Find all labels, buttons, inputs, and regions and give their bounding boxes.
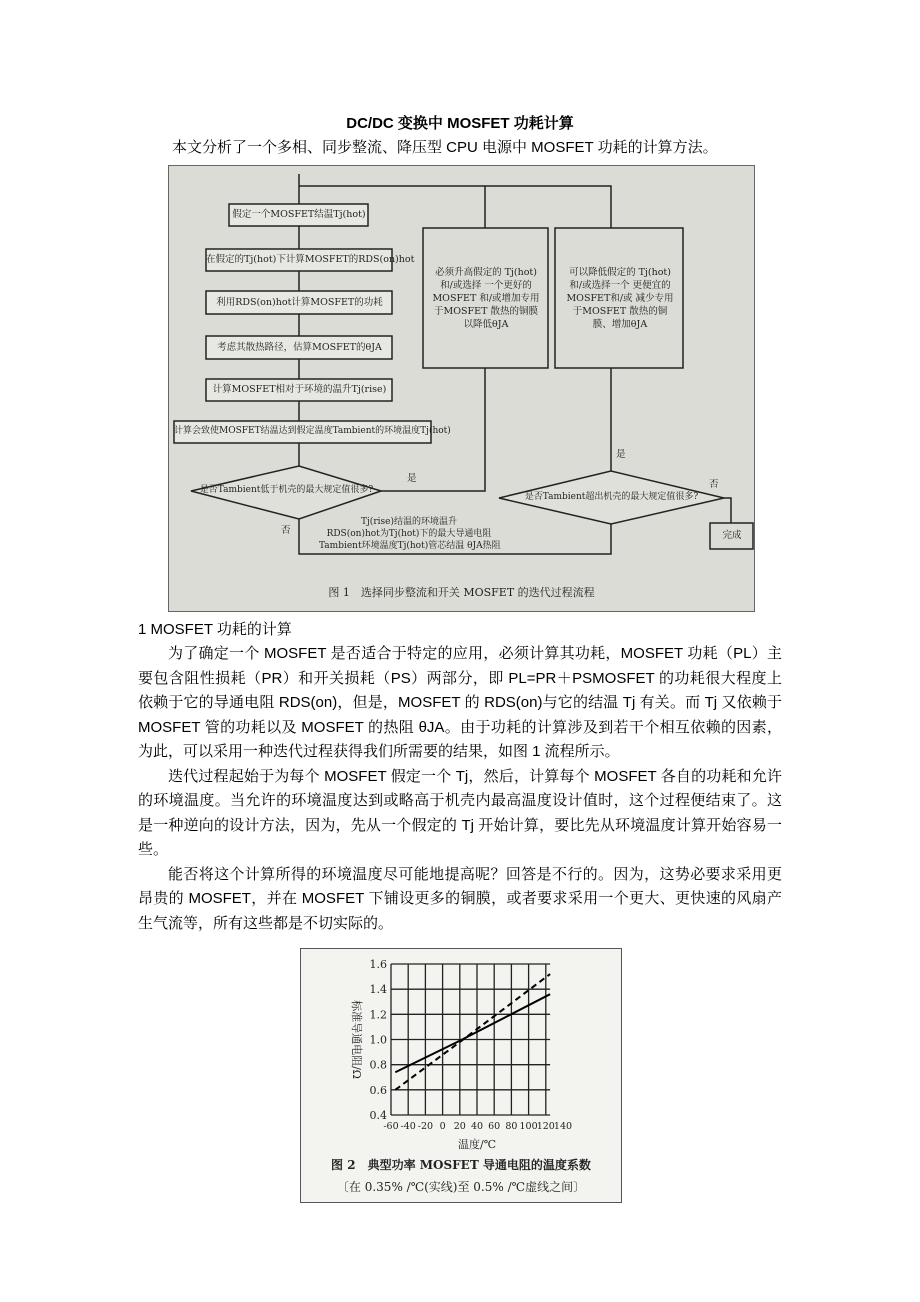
flow-notes — [319, 516, 499, 552]
flow-note: Tj(rise)结温的环境温升 — [361, 517, 457, 527]
chart-caption-note: 〔在 0.35% /℃(实线)至 0.5% /℃虚线之间〕 — [336, 1180, 586, 1194]
x-tick-label: 60 — [488, 1121, 501, 1132]
body-text — [138, 618, 782, 1203]
series-line — [395, 974, 550, 1090]
y-tick-label: 0.6 — [369, 1083, 387, 1097]
chart-caption: 图 2 典型功率 MOSFET 导通电阻的温度系数 — [331, 1158, 591, 1172]
flow-step-1: 假定一个MOSFET结温Tj(hot) — [232, 209, 366, 220]
flow-step-5: 计算MOSFET相对于环境的温升Tj(rise) — [212, 384, 387, 395]
y-tick-label: 1.4 — [369, 983, 387, 997]
section-heading: 1 MOSFET 功耗的计算 — [138, 621, 292, 638]
x-tick-label: 140 — [553, 1121, 573, 1132]
flow-decision-right: 是否Tambient超出机壳的最大规定值很多? — [524, 492, 699, 502]
flow-step-2: 在假定的Tj(hot)下计算MOSFET的RDS(on)hot — [206, 254, 415, 265]
flow-note: Tambient环境温度Tj(hot)管芯结温 θJA热阻 — [319, 541, 501, 551]
flow-no-left: 否 — [281, 525, 291, 536]
flow-step-4: 考虑其散热路径，估算MOSFET的θJA — [217, 342, 382, 353]
y-tick-label: 1.6 — [369, 958, 387, 971]
chart-svg — [301, 949, 621, 1202]
x-tick-label: -40 — [400, 1121, 416, 1132]
x-tick-label: 20 — [453, 1121, 466, 1132]
flow-no-right: 否 — [709, 479, 719, 490]
flow-yes-left: 是 — [407, 473, 417, 484]
document-subtitle: 本文分析了一个多相、同步整流、降压型 CPU 电源中 MOSFET 功耗的计算方法。 — [172, 139, 718, 156]
flow-decision-left: 是否Tambient低于机壳的最大规定值很多? — [199, 485, 374, 495]
flow-yes-right: 是 — [616, 449, 626, 460]
x-tick-label: 120 — [536, 1121, 555, 1132]
x-tick-label: -20 — [417, 1121, 434, 1132]
flow-done: 完成 — [722, 530, 742, 541]
flow-box-raise: 必须升高假定的 Tj(hot)和/或选择 一个更好的MOSFET 和/或增加专用于MOSFET 散热的铜膜以降低θJA — [432, 267, 540, 330]
y-tick-label: 0.8 — [369, 1058, 387, 1072]
y-tick-label: 1.0 — [369, 1033, 387, 1047]
paragraph: 能否将这个计算所得的环境温度尽可能地提高呢？回答是不行的。因为，这势必要求采用更昂贵的 MOSFET，并在 MOSFET 下铺设更多的铜膜，或者要求采用一个更大、更快速的风扇产生气流等，所有这些都是不切实际的。 — [138, 865, 782, 932]
flow-step-3: 利用RDS(on)hot计算MOSFET的功耗 — [216, 297, 383, 308]
flow-step-6: 计算会致使MOSFET结温达到假定温度Tambient的环境温度Tj(hot) — [174, 426, 451, 436]
chart-figure — [300, 948, 622, 1203]
y-axis-label: 标准导通电阻/Ω — [350, 1000, 363, 1079]
flow-note: RDS(on)hot为Tj(hot)下的最大导通电阻 — [326, 529, 492, 539]
figure1-caption: 图 1 选择同步整流和开关 MOSFET 的迭代过程流程 — [328, 586, 595, 599]
paragraph: 迭代过程起始于为每个 MOSFET 假定一个 Tj，然后，计算每个 MOSFET 各自的功耗和允许的环境温度。当允许的环境温度达到或略高于机壳内最高温度设计值时，这个过程便结束了。这是一种逆向的设计方法，因为，先从一个假定的 Tj 开始计算，要比先从环境温度计算开始容易一些。 — [138, 767, 782, 858]
x-tick-label: 80 — [505, 1121, 518, 1132]
flowchart-figure — [168, 165, 755, 612]
flow-box-lower: 可以降低假定的 Tj(hot)和/或选择一个 更便宜的MOSFET和/或 减少专用于MOSFET 散热的铜膜、增加θJA — [566, 267, 674, 330]
x-tick-label: 100 — [519, 1121, 538, 1132]
y-tick-label: 1.2 — [369, 1008, 387, 1022]
x-tick-label: 0 — [439, 1121, 446, 1132]
paragraph: 为了确定一个 MOSFET 是否适合于特定的应用，必须计算其功耗，MOSFET 功耗（PL）主要包含阻性损耗（PR）和开关损耗（PS）两部分，即 PL=PR＋PSMOSFET 的功耗很大程度上依赖于它的导通电阻 RDS(on)，但是，MOSFET 的 RDS(on)与它的结温 Tj 有关。而 Tj 又依赖于 MOSFET 管的功耗以及 MOSFET 的热阻 θJA。由于功耗的计算涉及到若干个相互依赖的因素，为此，可以采用一种迭代过程获得我们所需要的结果，如图 1 流程所示。 — [138, 645, 782, 760]
y-tick-label: 0.4 — [369, 1109, 387, 1122]
document-title: DC/DC 变换中 MOSFET 功耗计算 — [346, 115, 574, 132]
x-tick-label: -60 — [383, 1121, 399, 1132]
x-tick-label: 40 — [470, 1121, 484, 1132]
x-axis-label: 温度/℃ — [457, 1138, 497, 1151]
